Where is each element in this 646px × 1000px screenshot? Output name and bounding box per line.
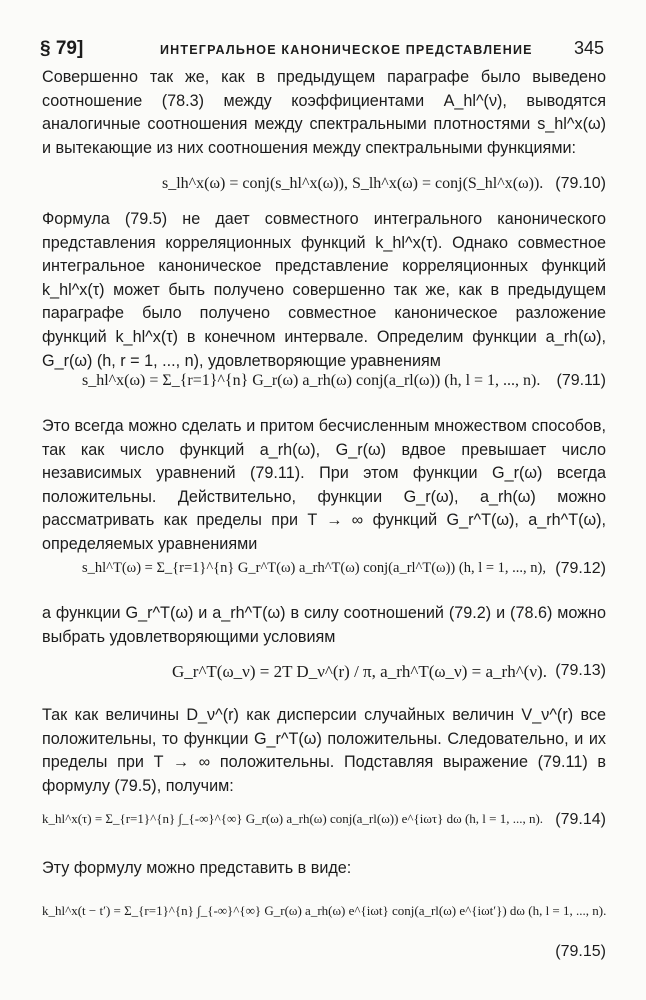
equation-formula: G_r^T(ω_ν) = 2T D_ν^(r) / π, a_rh^T(ω_ν) = a_rh^(ν). bbox=[172, 662, 547, 681]
equation-79-10 bbox=[42, 175, 606, 205]
equation-79-14 bbox=[42, 811, 606, 841]
paragraph-3: Это всегда можно сделать и притом бесчисленным множеством способов, так как число функций a_rh(ω), G_r(ω) вдвое превышает число независимых уравнений (79.11). При этом функции G_r(ω) всегда положительны. Действительно, функции G_r(ω), a_rh(ω) можно рассматривать как пределы при T → ∞ функций G_r^T(ω), a_rh^T(ω), определяемых уравнениями bbox=[42, 417, 606, 553]
equation-number: (79.12) bbox=[555, 560, 606, 577]
equation-number: (79.10) bbox=[555, 175, 606, 192]
equation-79-13 bbox=[42, 662, 606, 692]
paragraph-1: Совершенно так же, как в предыдущем параграфе было выведено соотношение (78.3) между коэффициентами A_hl^(ν), выводятся аналогичные соотношения между спектральными плотностями s_hl^x(ω) и вытекающие из них соотношения между спектральными функциями: bbox=[42, 68, 606, 157]
paragraph-4: а функции G_r^T(ω) и a_rh^T(ω) в силу соотношений (79.2) и (78.6) можно выбрать удовлетворяющими условиям bbox=[42, 604, 606, 646]
paragraph-2: Формула (79.5) не дает совместного интегрального канонического представления корреляционных функций k_hl^x(τ). Однако совместное интегральное каноническое представление корреляционных функций k_hl^x(τ) может быть получено совершенно так же, как в предыдущем параграфе было получено совместное каноническое разложение функций k_hl^x(τ) в конечном интервале. Определим функции a_rh(ω), G_r(ω) (h, r = 1, ..., n), удовлетворяющие уравнениям bbox=[42, 210, 606, 370]
equation-79-12 bbox=[42, 560, 606, 590]
equation-79-11 bbox=[42, 372, 606, 402]
equation-number: (79.11) bbox=[556, 372, 606, 389]
equation-formula: s_lh^x(ω) = conj(s_hl^x(ω)), S_lh^x(ω) = conj(S_hl^x(ω)). bbox=[162, 175, 544, 192]
equation-formula: s_hl^x(ω) = Σ_{r=1}^{n} G_r(ω) a_rh(ω) conj(a_rl(ω)) (h, l = 1, ..., n). bbox=[82, 372, 541, 389]
page-number: 345 bbox=[573, 38, 604, 58]
equation-formula: s_hl^T(ω) = Σ_{r=1}^{n} G_r^T(ω) a_rh^T(ω) conj(a_rl^T(ω)) (h, l = 1, ..., n), bbox=[82, 560, 546, 576]
equation-number: (79.14) bbox=[555, 811, 606, 828]
equation-number: (79.15) bbox=[555, 943, 606, 960]
running-header bbox=[40, 38, 604, 62]
equation-number: (79.13) bbox=[555, 662, 606, 679]
section-mark: § 79] bbox=[40, 38, 84, 59]
paragraph-6: Эту формулу можно представить в виде: bbox=[42, 859, 352, 877]
equation-79-15 bbox=[42, 903, 606, 933]
paragraph-5: Так как величины D_ν^(r) как дисперсии случайных величин V_ν^(r) все положительны, то функции G_r^T(ω) положительны. Следовательно, и их пределы при T → ∞ положительны. Подставляя выражение (79.11) в формулу (79.5), получим: bbox=[42, 706, 606, 795]
running-title: ИНТЕГРАЛЬНОЕ КАНОНИЧЕСКОЕ ПРЕДСТАВЛЕНИЕ bbox=[160, 43, 533, 57]
equation-formula: k_hl^x(t − t′) = Σ_{r=1}^{n} ∫_{-∞}^{∞} G_r(ω) a_rh(ω) e^{iωt} conj(a_rl(ω) e^{iωt′}) dω (h, l = 1, ..., n). bbox=[42, 903, 607, 918]
equation-formula: k_hl^x(τ) = Σ_{r=1}^{n} ∫_{-∞}^{∞} G_r(ω) a_rh(ω) conj(a_rl(ω)) e^{iωτ} dω (h, l = 1, ..., n). bbox=[42, 811, 544, 826]
